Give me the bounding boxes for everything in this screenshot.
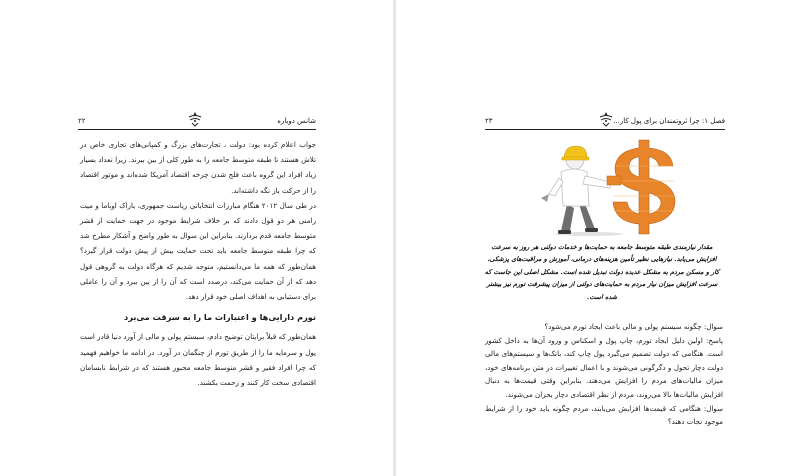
- left-paragraph: در طی سال ۲۰۱۲ هنگام مبارزات انتخاباتی ریاست جمهوری، باراک اوباما و میت رامنی هر دو قول دادند که بر خلاف شرایط موجود در جهت حمایت از قشر متوسط جامعه قدم بردارند. بنابراین این سوال به طور واضح و آشکار مطرح شد که چرا طبقه متوسط جامعه باید تحت حمایت بیش از پیش دولت قرار گیرد؟ همان‌طور که همه ما می‌دانستیم، متوجه شدیم که هرگاه دولت به گروهی قول دهد که از آن حمایت می‌کند، درصدد است که آن را از بین ببرد و آن را عاملی برای دستیابی به اهداف اصلی خود قرار دهد.: [80, 200, 316, 302]
- left-running-title: شانس دوباره: [277, 117, 316, 125]
- left-page-body: [80, 137, 316, 390]
- right-page-header: [485, 115, 725, 130]
- left-page: [0, 0, 392, 476]
- right-page: [397, 0, 789, 476]
- right-page-body: [485, 320, 723, 429]
- construction-worker-icon: [541, 146, 623, 236]
- left-page-number: ۲۲: [78, 117, 86, 125]
- left-section-paragraph: همان‌طور که قبلاً برایتان توضیح دادم، سیستم پولی و مالی از آورد دنیا قادر است پول و سرمایه ما را از طریق تورم از چنگمان در آورد. در ادامه ما خواهیم فهمید که چرا افراد فقیر و قشر متوسط جامعه مجبور هستند که در شرایط نابسامان اقتصادی سخت کار کنند و زحمت بکشند.: [80, 332, 316, 388]
- right-running-title: فصل ۱: چرا ثروتمندان برای پول کار...: [613, 117, 725, 125]
- page-gutter: [393, 0, 396, 476]
- worker-dollar-illustration: [521, 136, 691, 236]
- illustration-caption: مقدار نیازمندی طبقه متوسط جامعه به حمایت‌ها و خدمات دولتی هر روز به سرعت افزایش می‌یابد. نیازهایی نظیر تأمین هزینه‌های درمانی، آموزش و مراقبت‌های پزشکی، کار و مسکن مردم به مشکل عدیده دولت تبدیل شده است. مشکل اصلی این جاست که سرعت افزایش میزان نیاز مردم به حمایت‌های دولتی از میزان پیشرفت تورم نیز بیشتر شده است.: [484, 243, 720, 301]
- left-paragraph: جواب اعلام کرده بود: دولت ، تجارت‌های بزرگ و کمپانی‌های تجاری خاص در تلاش هستند تا طبقه متوسط جامعه را به طور کلی از بین ببرند. زیرا تعداد بسیار زیاد افراد این گروه باعث فلج شدن چرخه اقتصاد آمریکا شده‌اند و موتور اقتصاد را از حرکت باز نگه داشته‌اند.: [80, 140, 316, 195]
- right-paragraph: پاسخ: اولین دلیل ایجاد تورم، چاپ پول و اسکناس و ورود آن‌ها به داخل کشور است. هنگامی که دولت تصمیم می‌گیرد پول چاپ کند، بانک‌ها و سیستم‌های مالی دولت دچار تحول و دگرگونی می‌شوند و با اعمال تغییرات در متن برنامه‌های خود، میزان مالیات‌های مردم را افزایش می‌دهند. بنابراین وقتی قیمت‌ها به دنبال افزایش مالیات‌ها بالا می‌روند، مردم از نظر اقتصادی دچار بحران می‌شوند.: [485, 335, 723, 399]
- right-page-number: ۲۳: [485, 117, 493, 125]
- dollar-sign-icon: [613, 140, 675, 234]
- right-paragraph: سوال: چگونه سیستم پولی و مالی باعث ایجاد تورم می‌شود؟: [544, 322, 723, 331]
- right-paragraph: سوال: هنگامی که قیمت‌ها افزایش می‌یابند، مردم چگونه باید خود را از شرایط موجود نجات دهند؟: [485, 403, 723, 427]
- left-page-header: [78, 115, 316, 130]
- publisher-logo-icon: [186, 111, 204, 127]
- section-title: تورم دارایی‌ها و اعتبارات ما را به سرقت می‌برد: [124, 312, 316, 323]
